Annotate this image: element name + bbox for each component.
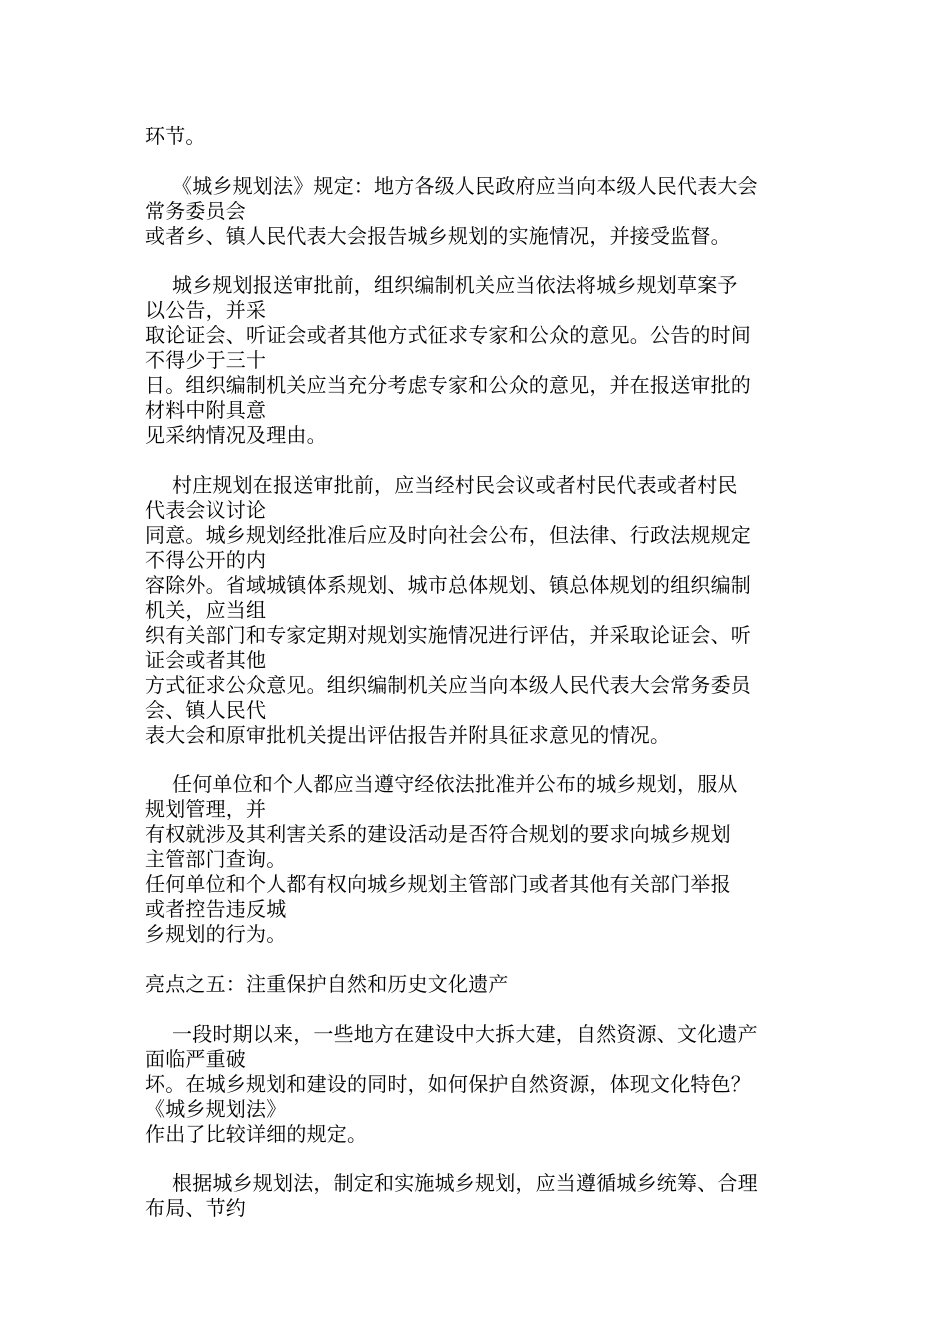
text-line: 织有关部门和专家定期对规划实施情况进行评估，并采取论证会、听	[145, 623, 751, 647]
text-line: 同意。城乡规划经批准后应及时向社会公布，但法律、行政法规规定	[145, 523, 751, 547]
section-heading: 亮点之五：注重保护自然和历史文化遗产	[145, 972, 509, 996]
paragraph-first-line: 任何单位和个人都应当遵守经依法批准并公布的城乡规划，服从	[172, 772, 738, 796]
text-line: 主管部门查询。	[145, 847, 287, 871]
text-line: 不得少于三十	[145, 348, 267, 372]
text-line: 环节。	[145, 124, 206, 148]
text-line: 有权就涉及其利害关系的建设活动是否符合规划的要求向城乡规划	[145, 822, 731, 846]
paragraph-first-line: 村庄规划在报送审批前，应当经村民会议或者村民代表或者村民	[172, 473, 738, 497]
text-line: 或者控告违反城	[145, 897, 287, 921]
text-line: 布局、节约	[145, 1196, 246, 1220]
text-line: 任何单位和个人都有权向城乡规划主管部门或者其他有关部门举报	[145, 872, 731, 896]
text-line: 见采纳情况及理由。	[145, 423, 327, 447]
text-line: 不得公开的内	[145, 548, 267, 572]
text-line: 作出了比较详细的规定。	[145, 1122, 368, 1146]
paragraph-first-line: 《城乡规划法》规定：地方各级人民政府应当向本级人民代表大会	[172, 174, 758, 198]
text-line: 取论证会、听证会或者其他方式征求专家和公众的意见。公告的时间	[145, 323, 751, 347]
text-line: 乡规划的行为。	[145, 922, 287, 946]
text-line: 会、镇人民代	[145, 698, 267, 722]
text-line: 《城乡规划法》	[145, 1097, 287, 1121]
text-line: 代表会议讨论	[145, 498, 267, 522]
text-line: 日。组织编制机关应当充分考虑专家和公众的意见，并在报送审批的	[145, 373, 751, 397]
text-line: 证会或者其他	[145, 648, 267, 672]
text-line: 容除外。省域城镇体系规划、城市总体规划、镇总体规划的组织编制	[145, 573, 751, 597]
paragraph-first-line: 城乡规划报送审批前，组织编制机关应当依法将城乡规划草案予	[172, 273, 738, 297]
text-line: 或者乡、镇人民代表大会报告城乡规划的实施情况，并接受监督。	[145, 224, 731, 248]
text-line: 表大会和原审批机关提出评估报告并附具征求意见的情况。	[145, 723, 671, 747]
text-line: 方式征求公众意见。组织编制机关应当向本级人民代表大会常务委员	[145, 673, 751, 697]
text-line: 材料中附具意	[145, 398, 267, 422]
paragraph-first-line: 根据城乡规划法，制定和实施城乡规划，应当遵循城乡统筹、合理	[172, 1171, 758, 1195]
text-line: 机关，应当组	[145, 598, 267, 622]
text-line: 以公告，并采	[145, 298, 267, 322]
text-line: 常务委员会	[145, 199, 246, 223]
text-line: 规划管理，并	[145, 797, 267, 821]
paragraph-first-line: 一段时期以来，一些地方在建设中大拆大建，自然资源、文化遗产	[172, 1022, 758, 1046]
text-line: 面临严重破	[145, 1047, 246, 1071]
text-line: 坏。在城乡规划和建设的同时，如何保护自然资源，体现文化特色？	[145, 1072, 751, 1096]
